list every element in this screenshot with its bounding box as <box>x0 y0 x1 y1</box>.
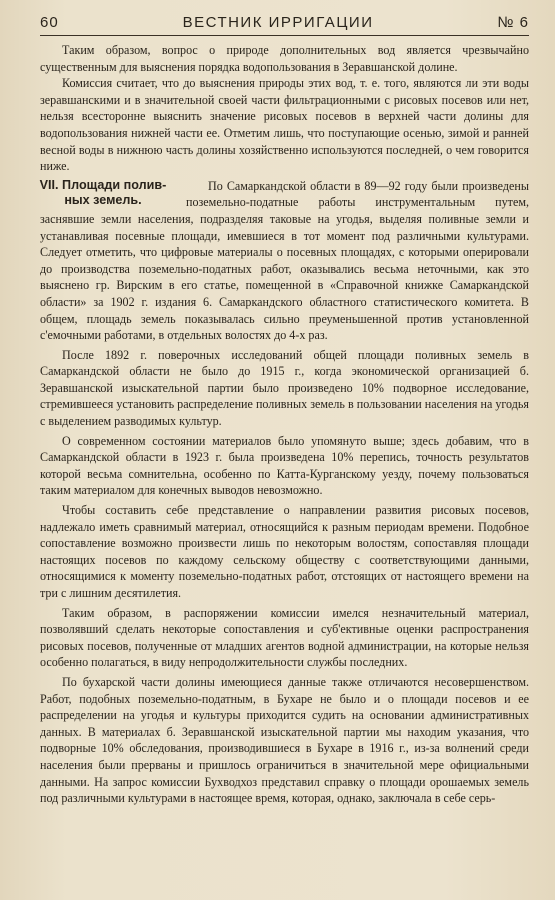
paragraph-4: После 1892 г. поверочных исследований общей площади поливных земель в Самаркандской области не было до 1915 г., когда экономической организацией б. Зеравшанской изыскательной партии было произведено 10% подворное исследование, стремившееся установить распределение поливных земель в пользовании населения на угодья с выделением разводимых культур. <box>40 347 529 429</box>
paragraph-7: Таким образом, в распоряжении комиссии имелся незначительный материал, позволявший сделать некоторые сопоставления и суб'ективные оценки распространения рисовых посевов, полученные от младших агентов водной администрации, на которые нельзя особенно полагаться, в виду непродолжительности службы последних. <box>40 605 529 670</box>
section-heading: VII. Площади полив-ных земель. <box>39 177 167 208</box>
paragraph-2: Комиссия считает, что до выяснения природы этих вод, т. е. того, являются ли эти воды зеравшанскими и в значительной своей части фильтрационными с рисовых посевов или нет, нельзя всесторонне выяснить значение рисовых посевов в верхней части долины для водопользования нижней части ее. Отметим лишь, что поступающие осенью, зимой и ранней весной воды в нижнюю часть долины хозяйственно используются последней, о чем говорится ниже. <box>40 76 529 174</box>
issue-number: № 6 <box>497 14 529 31</box>
paragraph-8: По бухарской части долины имеющиеся данные также отличаются несовершенством. Работ, подобных поземельно-податным, в Бухаре не было и о площади посевов и ее распределении на угодья и культуры приходится судить на основании административных данных. В материалах б. Зеравшанской изыскательной партии мы находим указания, что подворные 10% обследования, производившиеся в Бухаре в 1916 г., из-за волнений среди населения были прерваны и пришлось ограничиться в значительной мере официальными данными. На запрос комиссии Бухводхоз представил справку о площади орошаемых земель под различными культурами в настоящее время, которая, однако, заключала в себе серь- <box>40 674 529 806</box>
paragraph-3-text: По Самаркандской области в 89—92 году были произведены поземельно-податные работы инструментальным путем, заснявшие земли населения, подразделяя таковые на угодья, выделяя поливные земли и устанавливая посевные площади, имевшиеся в тот момент под различными культурами. Следует отметить, что цифровые материалы о посевных площадях, с которыми оперировали до производства поземельно-податных работ, оказывались весьма неточными, как это выяснено гр. Вирским в его статье, помещенной в «Справочной книжке Самаркандской области» за 1902 г. издания 6. Самаркандского областного статистического комитета. В общем, площадь земель показывалась сильно преуменьшенной против установленной с'емочными работами, в отдельных волостях до 4-х раз. <box>40 178 529 343</box>
paragraph-1: Таким образом, вопрос о природе дополнительных вод является чрезвычайно существенным для выяснения порядка водопользования в Зеравшанской долине. <box>40 43 529 74</box>
paragraph-5: О современном состоянии материалов было упомянуто выше; здесь добавим, что в Самаркандской области в 1923 г. была произведена 10% перепись, точность результатов которой весьма сомнительна, особенно по Катта-Курганскому уезду, почему пользоваться таким материалом для конечных выводов невозможно. <box>40 433 529 498</box>
running-head <box>40 14 529 36</box>
article-body <box>40 42 529 807</box>
page-number: 60 <box>40 14 59 31</box>
journal-title: ВЕСТНИК ИРРИГАЦИИ <box>182 14 374 31</box>
paragraph-3 <box>40 178 529 344</box>
paragraph-6: Чтобы составить себе представление о направлении развития рисовых посевов, надлежало иметь сравнимый материал, относящийся к разным периодам времени. Подобное сопоставление возможно произвести лишь по некоторым волостям, сопоставляя площади настоящих посевов по каждому сельскому обществу с соответствующими данными, относящимися к моменту поземельно-податных работ, отстоящих от настоящего времени на три с лишним десятилетия. <box>40 503 529 600</box>
